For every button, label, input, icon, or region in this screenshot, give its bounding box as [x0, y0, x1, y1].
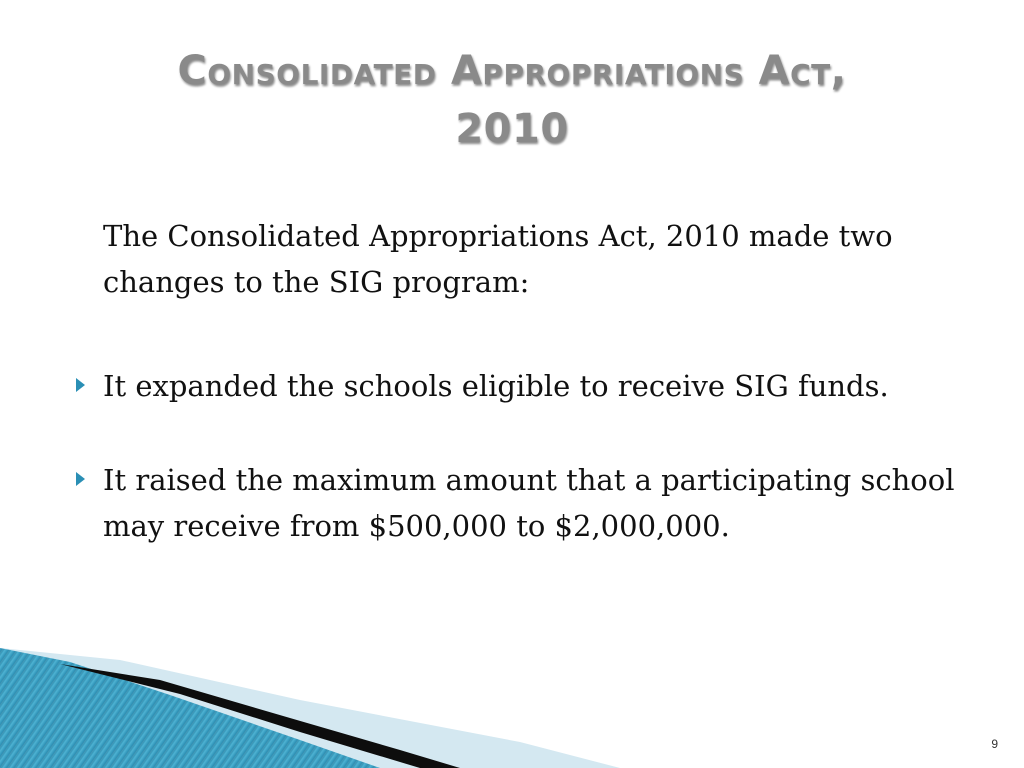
- slide-title-line-1: Consolidated Appropriations Act,: [177, 48, 847, 94]
- bullet-item-2: [76, 457, 976, 549]
- page-number: 9: [991, 737, 998, 751]
- bullet-list: [76, 363, 976, 597]
- intro-paragraph: The Consolidated Appropriations Act, 2010 made two changes to the SIG program:: [103, 219, 893, 299]
- bullet-text-1: It expanded the schools eligible to receive SIG funds.: [103, 369, 889, 403]
- wave-decoration: [0, 600, 1024, 768]
- triangle-bullet-icon: [76, 472, 85, 486]
- bullet-item-1: [76, 363, 976, 409]
- bullet-text-2: It raised the maximum amount that a participating school may receive from $500,000 to $2,000,000.: [103, 463, 955, 543]
- slide-title-line-2: 2010: [455, 106, 569, 152]
- triangle-bullet-icon: [76, 378, 85, 392]
- slide-title: [60, 42, 964, 158]
